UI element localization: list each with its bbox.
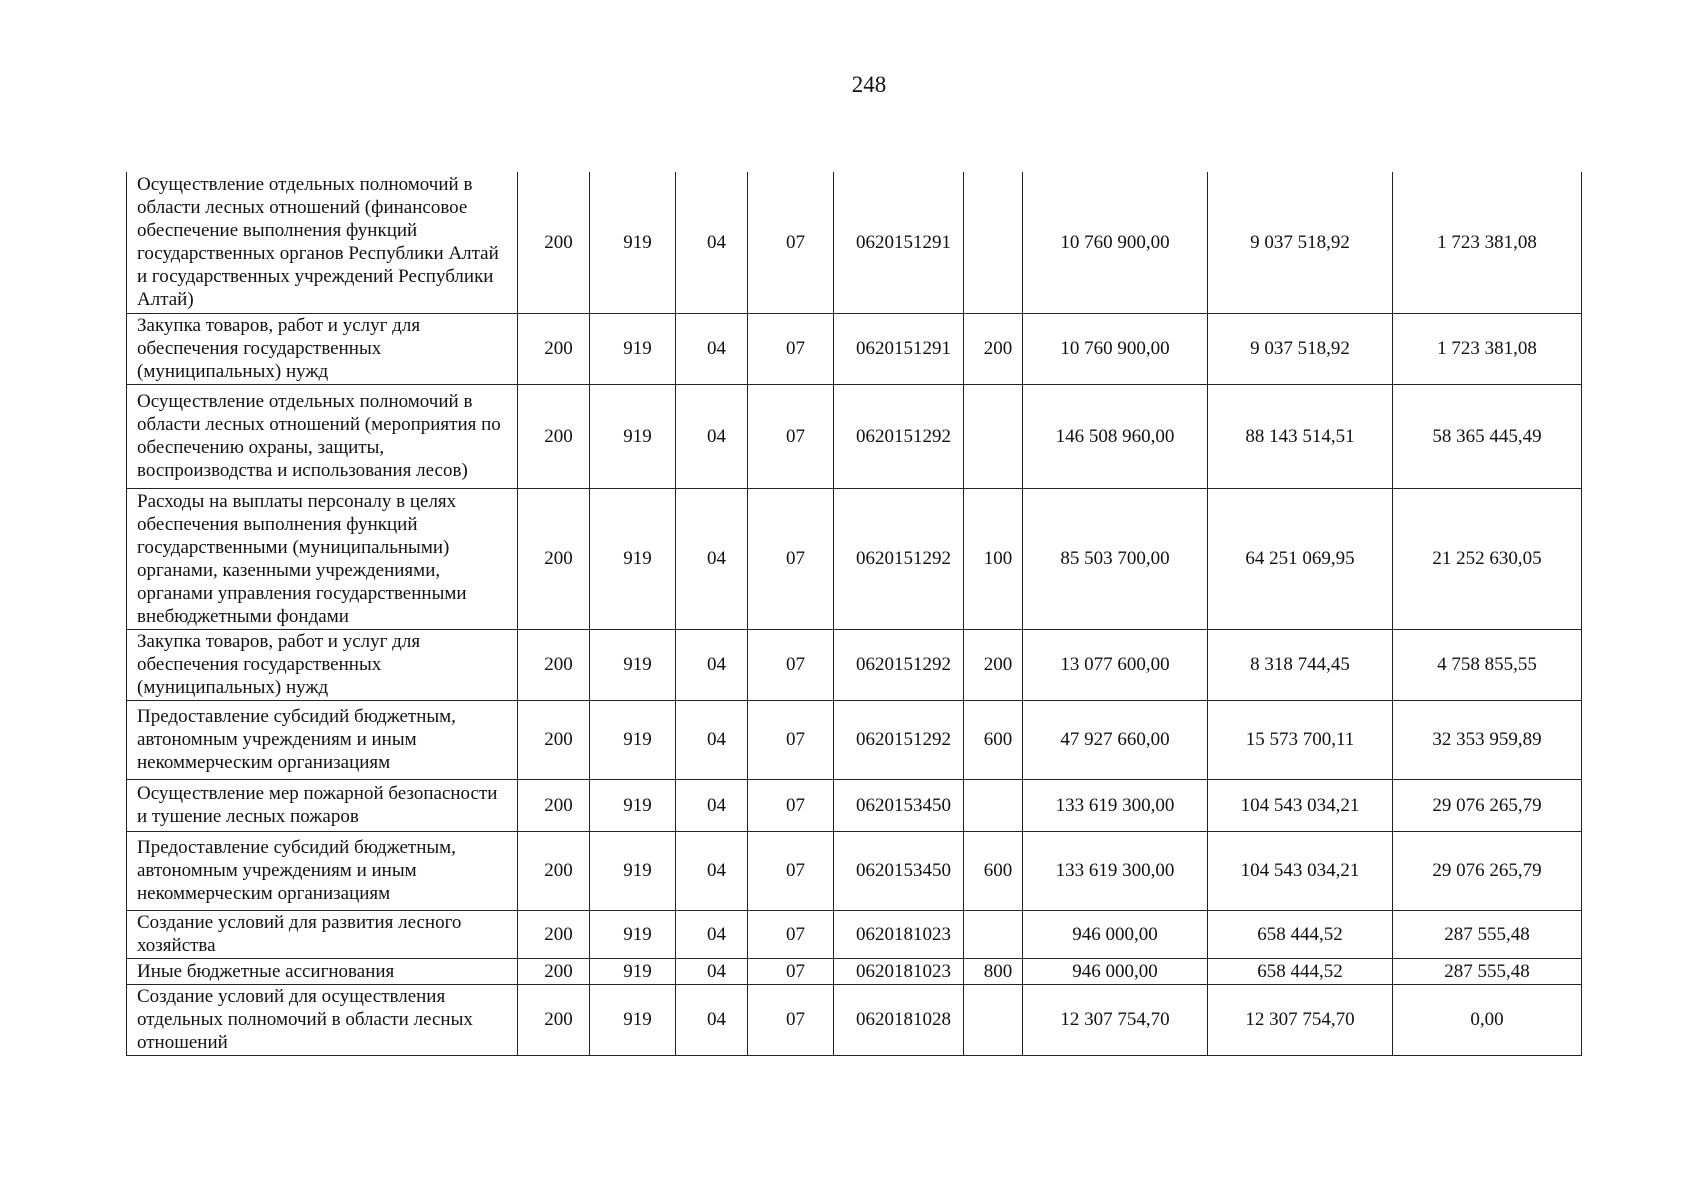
table-row: [127, 313, 1582, 384]
row-expense-type: [964, 910, 1023, 958]
row-grbs-code: 919: [590, 629, 676, 700]
row-section-code: 04: [676, 958, 748, 984]
row-name: Иные бюджетные ассигнования: [127, 958, 518, 984]
row-kvsr-code: 200: [518, 910, 590, 958]
row-subsection-code: 07: [748, 700, 834, 779]
row-name: Закупка товаров, работ и услуг для обеспечения государственных (муниципальных) нужд: [127, 313, 518, 384]
budget-table: [126, 172, 1582, 1056]
row-kvsr-code: 200: [518, 700, 590, 779]
row-kvsr-code: 200: [518, 779, 590, 831]
row-executed-amount: 658 444,52: [1208, 958, 1393, 984]
row-subsection-code: 07: [748, 629, 834, 700]
row-executed-amount: 104 543 034,21: [1208, 831, 1393, 910]
row-name: Расходы на выплаты персоналу в целях обеспечения выполнения функций государственными (муниципальными) органами, казенными учреждениями, органами управления государственными внебюджетными фондами: [127, 488, 518, 629]
row-target-article: 0620151292: [834, 384, 964, 488]
row-approved-amount: 85 503 700,00: [1023, 488, 1208, 629]
row-executed-amount: 12 307 754,70: [1208, 984, 1393, 1055]
row-name: Предоставление субсидий бюджетным, автономным учреждениям и иным некоммерческим организациям: [127, 831, 518, 910]
row-section-code: 04: [676, 384, 748, 488]
row-section-code: 04: [676, 313, 748, 384]
row-approved-amount: 10 760 900,00: [1023, 172, 1208, 313]
table-row: [127, 172, 1582, 313]
row-target-article: 0620181023: [834, 958, 964, 984]
row-grbs-code: 919: [590, 700, 676, 779]
row-grbs-code: 919: [590, 779, 676, 831]
row-target-article: 0620153450: [834, 831, 964, 910]
row-approved-amount: 133 619 300,00: [1023, 779, 1208, 831]
row-unexecuted-amount: 4 758 855,55: [1393, 629, 1582, 700]
row-expense-type: [964, 779, 1023, 831]
table-row: [127, 488, 1582, 629]
row-unexecuted-amount: 1 723 381,08: [1393, 313, 1582, 384]
table-row: [127, 779, 1582, 831]
row-unexecuted-amount: 21 252 630,05: [1393, 488, 1582, 629]
row-executed-amount: 9 037 518,92: [1208, 172, 1393, 313]
row-name: Создание условий для осуществления отдельных полномочий в области лесных отношений: [127, 984, 518, 1055]
row-subsection-code: 07: [748, 910, 834, 958]
row-grbs-code: 919: [590, 958, 676, 984]
row-approved-amount: 946 000,00: [1023, 958, 1208, 984]
row-grbs-code: 919: [590, 172, 676, 313]
row-target-article: 0620151291: [834, 313, 964, 384]
row-subsection-code: 07: [748, 958, 834, 984]
row-expense-type: 800: [964, 958, 1023, 984]
row-executed-amount: 88 143 514,51: [1208, 384, 1393, 488]
row-subsection-code: 07: [748, 984, 834, 1055]
row-unexecuted-amount: 287 555,48: [1393, 910, 1582, 958]
row-name: Создание условий для развития лесного хозяйства: [127, 910, 518, 958]
table-row: [127, 831, 1582, 910]
row-expense-type: 600: [964, 831, 1023, 910]
row-section-code: 04: [676, 700, 748, 779]
row-approved-amount: 12 307 754,70: [1023, 984, 1208, 1055]
row-section-code: 04: [676, 172, 748, 313]
row-expense-type: 600: [964, 700, 1023, 779]
row-section-code: 04: [676, 831, 748, 910]
row-approved-amount: 146 508 960,00: [1023, 384, 1208, 488]
row-unexecuted-amount: 287 555,48: [1393, 958, 1582, 984]
row-executed-amount: 658 444,52: [1208, 910, 1393, 958]
row-section-code: 04: [676, 984, 748, 1055]
row-kvsr-code: 200: [518, 958, 590, 984]
row-subsection-code: 07: [748, 831, 834, 910]
row-name: Осуществление отдельных полномочий в области лесных отношений (финансовое обеспечение выполнения функций государственных органов Республики Алтай и государственных учреждений Республики Алтай): [127, 172, 518, 313]
row-kvsr-code: 200: [518, 384, 590, 488]
row-executed-amount: 8 318 744,45: [1208, 629, 1393, 700]
row-approved-amount: 47 927 660,00: [1023, 700, 1208, 779]
row-approved-amount: 946 000,00: [1023, 910, 1208, 958]
row-name: Предоставление субсидий бюджетным, автономным учреждениям и иным некоммерческим организациям: [127, 700, 518, 779]
row-name: Осуществление отдельных полномочий в области лесных отношений (мероприятия по обеспечению охраны, защиты, воспроизводства и использования лесов): [127, 384, 518, 488]
row-expense-type: [964, 172, 1023, 313]
row-approved-amount: 10 760 900,00: [1023, 313, 1208, 384]
row-unexecuted-amount: 29 076 265,79: [1393, 779, 1582, 831]
row-unexecuted-amount: 29 076 265,79: [1393, 831, 1582, 910]
row-section-code: 04: [676, 629, 748, 700]
page-number: 248: [851, 72, 887, 97]
row-target-article: 0620153450: [834, 779, 964, 831]
row-unexecuted-amount: 32 353 959,89: [1393, 700, 1582, 779]
row-subsection-code: 07: [748, 384, 834, 488]
row-expense-type: 100: [964, 488, 1023, 629]
row-section-code: 04: [676, 779, 748, 831]
row-expense-type: [964, 384, 1023, 488]
row-target-article: 0620181023: [834, 910, 964, 958]
row-name: Осуществление мер пожарной безопасности и тушение лесных пожаров: [127, 779, 518, 831]
table-row: [127, 910, 1582, 958]
row-grbs-code: 919: [590, 831, 676, 910]
row-target-article: 0620151291: [834, 172, 964, 313]
row-executed-amount: 15 573 700,11: [1208, 700, 1393, 779]
row-executed-amount: 104 543 034,21: [1208, 779, 1393, 831]
row-name: Закупка товаров, работ и услуг для обеспечения государственных (муниципальных) нужд: [127, 629, 518, 700]
row-expense-type: 200: [964, 629, 1023, 700]
table-row: [127, 629, 1582, 700]
row-approved-amount: 133 619 300,00: [1023, 831, 1208, 910]
row-section-code: 04: [676, 910, 748, 958]
row-subsection-code: 07: [748, 313, 834, 384]
row-kvsr-code: 200: [518, 984, 590, 1055]
row-unexecuted-amount: 1 723 381,08: [1393, 172, 1582, 313]
row-approved-amount: 13 077 600,00: [1023, 629, 1208, 700]
row-grbs-code: 919: [590, 313, 676, 384]
row-expense-type: [964, 984, 1023, 1055]
row-target-article: 0620151292: [834, 488, 964, 629]
row-unexecuted-amount: 58 365 445,49: [1393, 384, 1582, 488]
row-subsection-code: 07: [748, 779, 834, 831]
table-row: [127, 984, 1582, 1055]
row-target-article: 0620151292: [834, 700, 964, 779]
table-row: [127, 958, 1582, 984]
row-target-article: 0620181028: [834, 984, 964, 1055]
row-kvsr-code: 200: [518, 313, 590, 384]
row-expense-type: 200: [964, 313, 1023, 384]
row-section-code: 04: [676, 488, 748, 629]
row-kvsr-code: 200: [518, 488, 590, 629]
row-subsection-code: 07: [748, 488, 834, 629]
row-subsection-code: 07: [748, 172, 834, 313]
row-kvsr-code: 200: [518, 629, 590, 700]
row-kvsr-code: 200: [518, 172, 590, 313]
table-row: [127, 384, 1582, 488]
row-executed-amount: 9 037 518,92: [1208, 313, 1393, 384]
row-unexecuted-amount: 0,00: [1393, 984, 1582, 1055]
table-row: [127, 700, 1582, 779]
row-grbs-code: 919: [590, 384, 676, 488]
row-grbs-code: 919: [590, 910, 676, 958]
row-grbs-code: 919: [590, 488, 676, 629]
row-executed-amount: 64 251 069,95: [1208, 488, 1393, 629]
row-target-article: 0620151292: [834, 629, 964, 700]
row-grbs-code: 919: [590, 984, 676, 1055]
row-kvsr-code: 200: [518, 831, 590, 910]
